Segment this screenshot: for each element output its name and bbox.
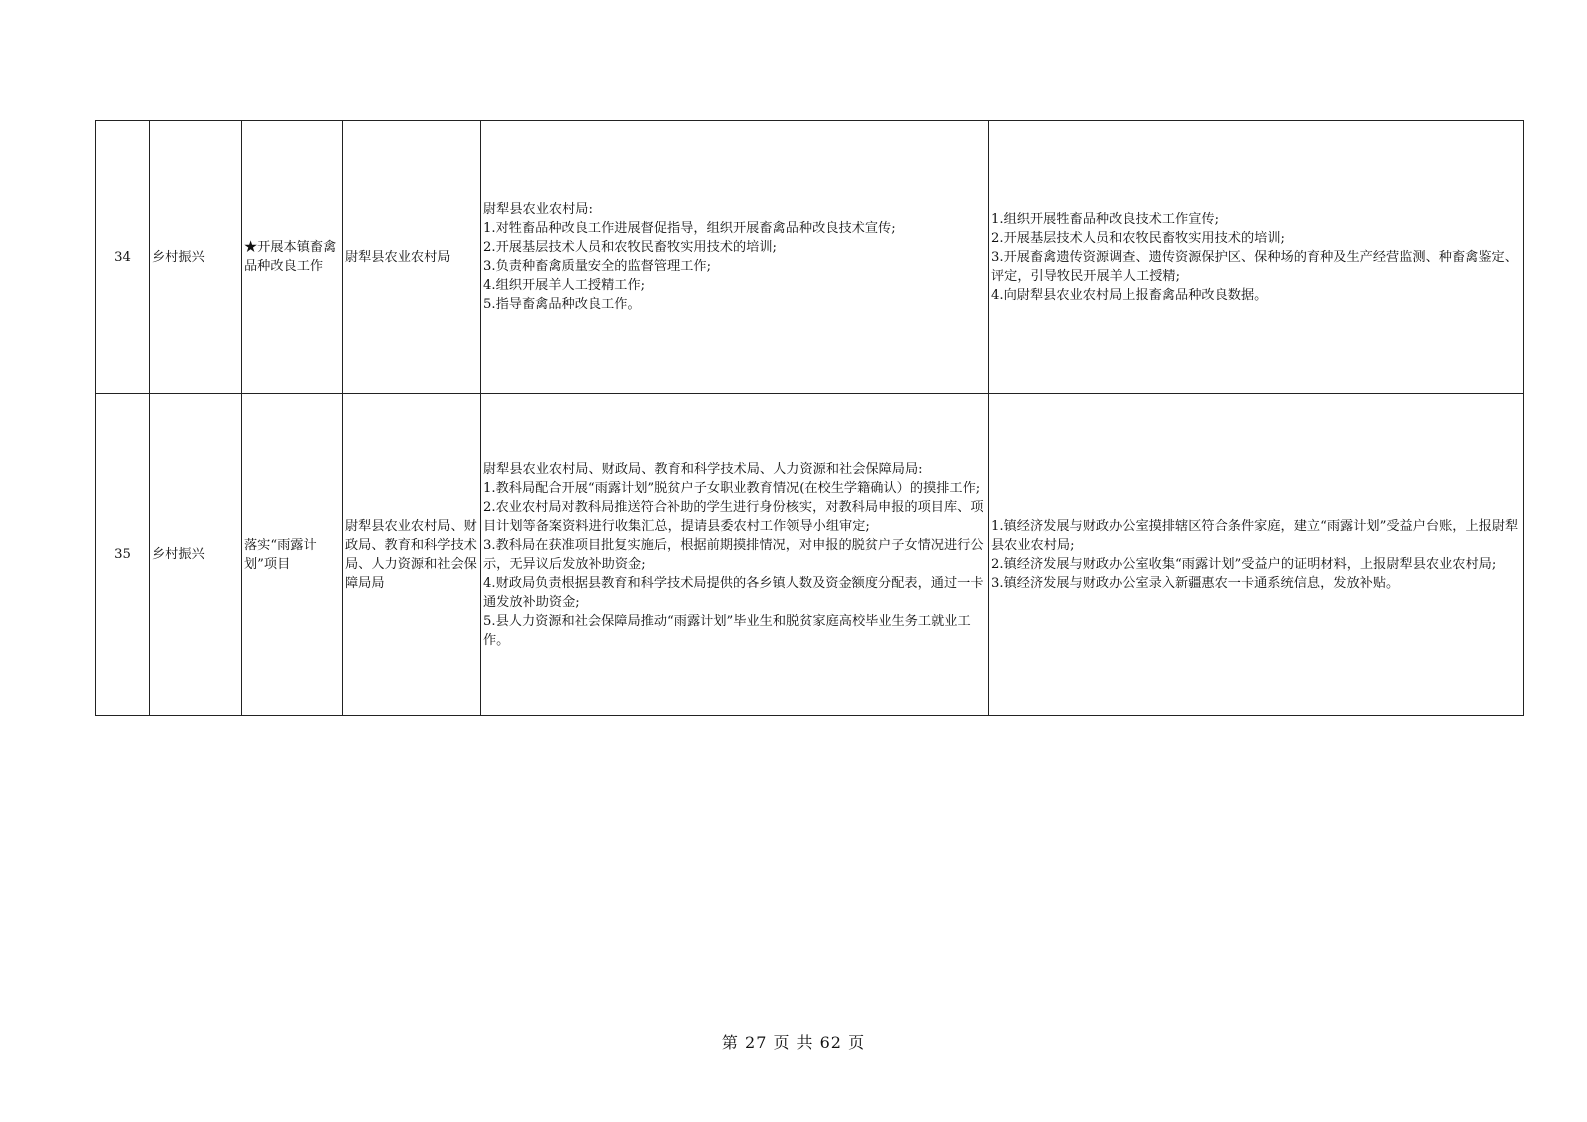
row-number-cell: 34 (96, 121, 150, 394)
row-number-cell: 35 (96, 394, 150, 716)
county-duty-line: 3.负责种畜禽质量安全的监督管理工作; (483, 259, 712, 274)
category-cell: 乡村振兴 (150, 394, 242, 716)
town-duty-line: 2.开展基层技术人员和农牧民畜牧实用技术的培训; (991, 230, 1285, 246)
county-duty-line: 5.县人力资源和社会保障局推动“雨露计划”毕业生和脱贫家庭高校毕业生务工就业工作。 (483, 613, 971, 648)
task-cell: ★开展本镇畜禽品种改良工作 (242, 121, 343, 394)
duty-table (95, 120, 1524, 716)
county-duty-line: 5.指导畜禽品种改良工作。 (483, 297, 641, 312)
town-duty-cell (989, 121, 1524, 394)
county-duty-cell (481, 394, 989, 716)
table-row (96, 394, 1524, 716)
county-duty-line: 2.开展基层技术人员和农牧民畜牧实用技术的培训; (483, 240, 777, 255)
county-duty-line: 尉犁县农业农村局: (483, 202, 593, 217)
town-duty-cell (989, 394, 1524, 716)
department-cell: 尉犁县农业农村局、财政局、教育和科学技术局、人力资源和社会保障局局 (343, 394, 481, 716)
county-duty-line: 尉犁县农业农村局、财政局、教育和科学技术局、人力资源和社会保障局局: (483, 461, 923, 477)
county-duty-line: 4.组织开展羊人工授精工作; (483, 278, 646, 293)
county-duty-line: 4.财政局负责根据县教育和科学技术局提供的各乡镇人数及资金额度分配表，通过一卡通发放补助资金; (483, 575, 984, 610)
county-duty-cell (481, 121, 989, 394)
county-duty-line: 2.农业农村局对教科局推送符合补助的学生进行身份核实，对教科局申报的项目库、项目计划等备案资料进行收集汇总，提请县委农村工作领导小组审定; (483, 499, 984, 534)
town-duty-line: 4.向尉犁县农业农村局上报畜禽品种改良数据。 (991, 287, 1268, 303)
page-number-footer: 第 27 页 共 62 页 (721, 1033, 866, 1052)
town-duty-line: 2.镇经济发展与财政办公室收集“雨露计划”受益户的证明材料，上报尉犁县农业农村局; (991, 556, 1497, 572)
category-cell: 乡村振兴 (150, 121, 242, 394)
table-row (96, 121, 1524, 394)
town-duty-line: 3.开展畜禽遗传资源调查、遗传资源保护区、保种场的育种及生产经营监测、种畜禽鉴定、评定，引导牧民开展羊人工授精; (991, 249, 1518, 284)
town-duty-line: 1.镇经济发展与财政办公室摸排辖区符合条件家庭，建立“雨露计划”受益户台账，上报尉犁县农业农村局; (991, 518, 1519, 553)
county-duty-line: 1.对牲畜品种改良工作进展督促指导，组织开展畜禽品种改良技术宣传; (483, 221, 896, 236)
town-duty-line: 1.组织开展牲畜品种改良技术工作宣传; (991, 211, 1220, 227)
department-cell: 尉犁县农业农村局 (343, 121, 481, 394)
county-duty-line: 3.教科局在获准项目批复实施后，根据前期摸排情况，对申报的脱贫户子女情况进行公示，无异议后发放补助资金; (483, 537, 984, 572)
county-duty-line: 1.教科局配合开展“雨露计划”脱贫户子女职业教育情况(在校生学籍确认）的摸排工作; (483, 480, 981, 496)
task-cell: 落实“雨露计划”项目 (242, 394, 343, 716)
town-duty-line: 3.镇经济发展与财政办公室录入新疆惠农一卡通系统信息，发放补贴。 (991, 575, 1400, 591)
